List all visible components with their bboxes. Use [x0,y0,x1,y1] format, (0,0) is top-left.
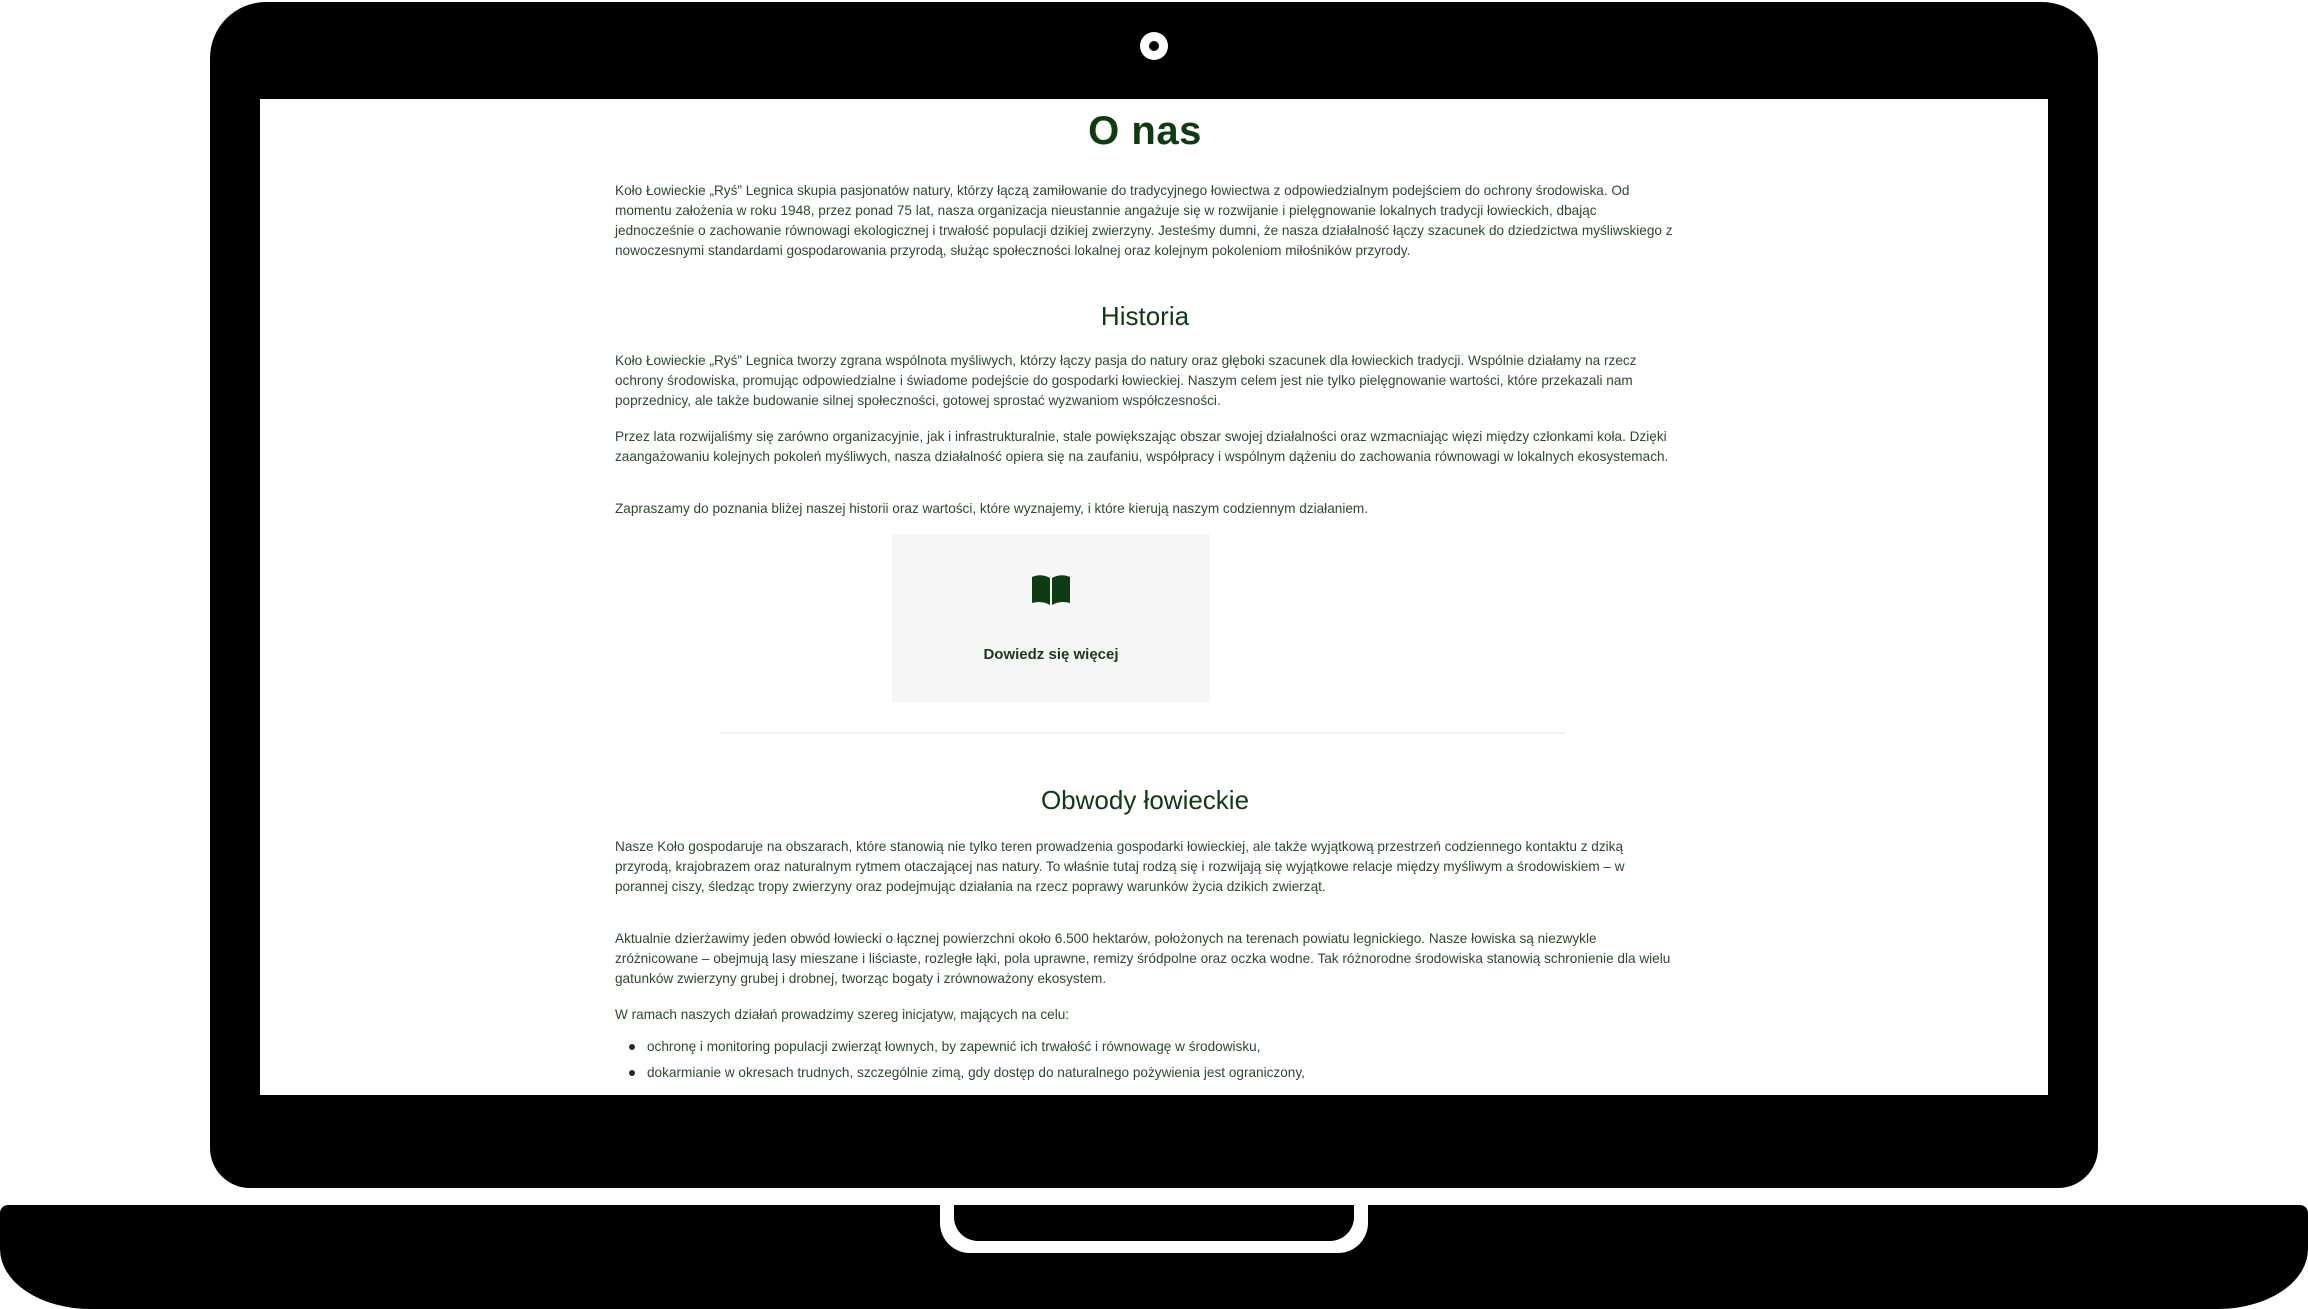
list-item: ochronę i monitoring populacji zwierząt łownych, by zapewnić ich trwałość i równowagę w środowisku, [615,1037,1675,1057]
districts-paragraph: Nasze Koło gospodaruje na obszarach, które stanowią nie tylko teren prowadzenia gospodarki łowieckiej, ale także wyjątkową przestrzeń codziennego kontaktu z dziką przyrodą, krajobrazem oraz naturalnym rytmem otaczającej nas natury. To właśnie tutaj rodzą się i rozwijają się wyjątkowe relacje między myśliwym a środowiskiem – w porannej ciszy, śledząc tropy zwierzyny oraz podejmując działania na rzecz poprawy warunków życia dzikich zwierząt. [615,839,1625,894]
intro-paragraph: Koło Łowieckie „Ryś” Legnica skupia pasjonatów natury, którzy łączą zamiłowanie do tradycyjnego łowiectwa z odpowiedzialnym podejściem do ochrony środowiska. Od momentu założenia w roku 1948, przez ponad 75 lat, nasza organizacja nieustannie angażuje się w rozwijanie i pielęgnowanie lokalnych tradycji łowieckich, dbając jednocześnie o zachowanie równowagi ekologicznej i trwałość populacji dzikiej zwierzyny. Jesteśmy dumni, że nasza działalność łączy szacunek do dziedzictwa myśliwskiego z nowoczesnymi standardami gospodarowania przyrodą, służąc społeczności lokalnej oraz kolejnym pokoleniom miłośników przyrody. [615,183,1673,258]
learn-more-card[interactable] [892,534,1210,702]
learn-more-link[interactable]: Dowiedz się więcej [983,646,1119,663]
history-paragraph: Zapraszamy do poznania bliżej naszej historii oraz wartości, które wyznajemy, i które kierują naszym codziennym działaniem. [615,501,1368,516]
open-book-icon [1031,574,1071,606]
districts-heading: Obwody łowieckie [1040,785,1250,815]
page-title: O nas [1088,109,1202,153]
goals-list [615,1037,1675,1089]
section-divider [720,732,1566,734]
history-heading: Historia [1100,301,1190,331]
districts-paragraph: Aktualnie dzierżawimy jeden obwód łowiecki o łącznej powierzchni około 6.500 hektarów, położonych na terenach powiatu legnickiego. Nasze łowiska są niezwykle zróżnicowane – obejmują lasy mieszane i liściaste, rozległe łąki, pola uprawne, remizy śródpolne oraz oczka wodne. Tak różnorodne środowiska stanowią schronienie dla wielu gatunków zwierzyny grubej i drobnej, tworząc bogaty i zrównoważony ekosystem. [615,931,1671,986]
webcam-icon [1140,32,1168,60]
browser-viewport [260,99,2048,1095]
history-paragraph: Przez lata rozwijaliśmy się zarówno organizacyjnie, jak i infrastrukturalnie, stale powiększając obszar swojej działalności oraz wzmacniając więzi między członkami koła. Dzięki zaangażowaniu kolejnych pokoleń myśliwych, nasza działalność opiera się na zaufaniu, współpracy i wspólnym dążeniu do zachowania równowagi w lokalnych ekosystemach. [615,429,1669,464]
districts-paragraph: W ramach naszych działań prowadzimy szereg inicjatyw, mających na celu: [615,1007,1070,1022]
history-paragraph: Koło Łowieckie „Ryś” Legnica tworzy zgrana wspólnota myśliwych, którzy łączy pasja do natury oraz głęboki szacunek dla łowieckich tradycji. Wspólnie działamy na rzecz ochrony środowiska, promując odpowiedzialne i świadome podejście do gospodarki łowieckiej. Naszym celem jest nie tylko pielęgnowanie wartości, które przekazali nam poprzednicy, ale także budowanie silnej społeczności, gotowej sprostać wyzwaniom współczesności. [615,353,1637,408]
laptop-notch [940,1205,1368,1253]
list-item: dokarmianie w okresach trudnych, szczególnie zimą, gdy dostęp do naturalnego pożywienia jest ograniczony, [615,1063,1675,1083]
